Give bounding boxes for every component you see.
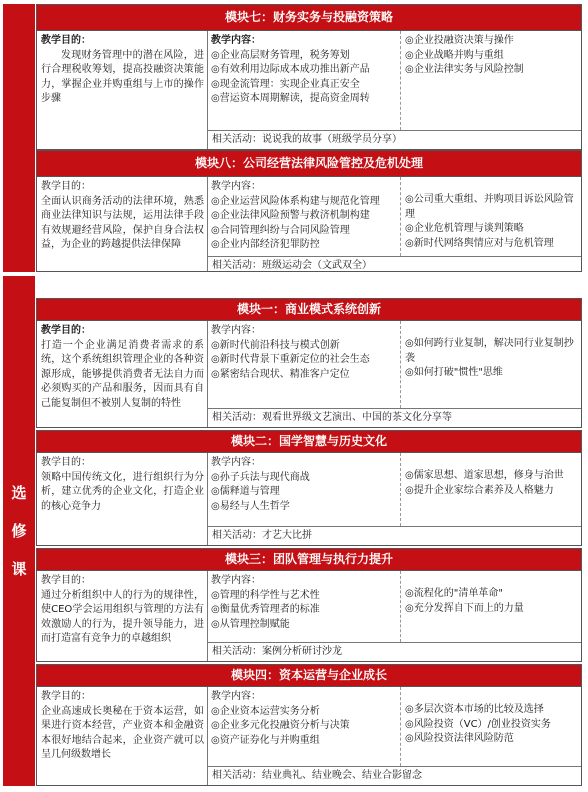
content-row — [208, 321, 581, 408]
module-4-section — [36, 664, 582, 786]
content-item: ◎从管理控制赋能 — [211, 618, 290, 630]
content-item: ◎公司重大重组、并购项目诉讼风险管理 — [405, 194, 574, 220]
teaching-content — [208, 453, 581, 545]
related-activity: 相关活动：说说我的故事（班级学员分享） — [208, 130, 581, 150]
content-label: 教学内容： — [211, 325, 261, 336]
sidebar-top — [3, 4, 35, 272]
content-item: ◎营运资本周期解读，提高资金周转 — [211, 93, 370, 104]
content-column-2 — [401, 453, 581, 526]
module-title: 模块三：团队管理与执行力提升 — [37, 549, 581, 571]
goal-text: 发现财务管理中的潜在风险，进行合理税收筹划，提高投融资决策能力，掌握企业并购重组与上市的操作步骤 — [41, 49, 204, 104]
content-label: 教学内容： — [211, 575, 261, 586]
content-item: ◎新时代网络舆情应对与危机管理 — [405, 237, 554, 249]
sidebar-char: 课 — [11, 560, 27, 578]
module-body — [37, 687, 581, 785]
content-row — [208, 571, 581, 642]
content-item: ◎新时代背景下重新定位的社会生态 — [211, 354, 370, 365]
module-body — [37, 31, 581, 149]
module-body — [37, 177, 581, 271]
content-item: ◎风险投资法律风险防范 — [405, 733, 514, 744]
teaching-goal — [37, 177, 208, 271]
goal-label: 教学目的： — [41, 35, 91, 46]
goal-text: 通过分析组织中人的行为的规律性，使CEO学会运用组织与管理的方法有效激励人的行为，提升领导能力，进而打造富有竞争力的卓越组织 — [41, 589, 204, 644]
related-activity: 相关活动：班级运动会（文武双全） — [208, 256, 581, 272]
content-item: ◎企业法律实务与风险控制 — [405, 64, 524, 75]
goal-label: 教学目的： — [41, 181, 91, 192]
content-label: 教学内容： — [211, 181, 261, 192]
content-column-1 — [208, 453, 401, 526]
content-item: ◎充分发挥自下而上的力量 — [405, 602, 524, 614]
content-row — [208, 687, 581, 766]
content-label: 教学内容： — [211, 457, 261, 468]
teaching-goal — [37, 31, 208, 149]
content-item: ◎合同管理纠纷与合同风险管理 — [211, 224, 350, 236]
content-item: ◎易经与人生哲学 — [211, 500, 290, 512]
content-item: ◎企业内部经济犯罪防控 — [211, 239, 320, 250]
content-item: ◎企业危机管理与谈判策略 — [405, 223, 524, 234]
content-item: ◎孙子兵法与现代商战 — [211, 471, 310, 483]
goal-label: 教学目的： — [41, 325, 91, 336]
teaching-content — [208, 177, 581, 271]
module-3-section — [36, 548, 582, 662]
content-column-2 — [401, 31, 581, 130]
content-item: ◎儒家思想、道家思想，修身与治世 — [405, 470, 564, 481]
goal-text: 领略中国传统文化，进行组织行为分析，建立优秀的企业文化，打造企业的核心竞争力 — [41, 471, 204, 512]
content-column-1 — [208, 687, 401, 766]
content-column-2 — [401, 571, 581, 642]
content-item: ◎企业法律风险预警与救济机制构建 — [211, 210, 370, 221]
content-column-2 — [401, 687, 581, 766]
content-item: ◎儒释道与管理 — [211, 486, 280, 497]
goal-label: 教学目的： — [41, 575, 91, 586]
sidebar-char: 修 — [11, 522, 27, 540]
content-row — [208, 177, 581, 256]
module-title: 模块二：国学智慧与历史文化 — [37, 431, 581, 453]
content-item: ◎企业高层财务管理，税务筹划 — [211, 49, 350, 61]
content-item: ◎企业多元化投融资分析与决策 — [211, 720, 350, 731]
content-item: ◎提升企业家综合素养及人格魅力 — [405, 484, 554, 496]
module-1-section — [36, 298, 582, 428]
goal-label: 教学目的： — [41, 691, 91, 702]
goal-text: 企业高速成长奥秘在于资本运营，如果进行资本经营，产业资本和金融资本很好地结合起来，企业资产就可以呈几何级数增长 — [41, 705, 204, 760]
module-8-section — [36, 150, 582, 272]
content-item: ◎企业投融资决策与操作 — [405, 35, 514, 46]
content-column-1 — [208, 321, 401, 408]
content-row — [208, 31, 581, 130]
related-activity: 相关活动：观看世界级文艺演出、中国的茶文化分享等 — [208, 408, 581, 428]
module-title: 模块八：公司经营法律风险管控及危机处理 — [37, 151, 581, 177]
related-activity: 相关活动：结业典礼、结业晚会、结业合影留念 — [208, 766, 581, 786]
module-title: 模块七：财务实务与投融资策略 — [37, 5, 581, 31]
related-activity: 相关活动：案例分析研讨沙龙 — [208, 642, 581, 662]
content-column-1 — [208, 571, 401, 642]
content-row — [208, 453, 581, 526]
teaching-goal — [37, 321, 208, 427]
teaching-content — [208, 571, 581, 661]
content-item: ◎企业运营风险体系构建与规范化管理 — [211, 195, 380, 207]
module-7-section — [36, 4, 582, 150]
content-item: ◎如何跨行业复制，解决同行业复制抄袭 — [405, 338, 574, 364]
teaching-goal — [37, 453, 208, 545]
content-item: ◎紧密结合现状、精准客户定位 — [211, 368, 350, 380]
goal-label: 教学目的： — [41, 457, 91, 468]
content-item: ◎新时代前沿科技与模式创新 — [211, 339, 340, 351]
content-item: ◎企业资本运营实务分析 — [211, 705, 320, 717]
module-body — [37, 321, 581, 427]
teaching-content — [208, 687, 581, 785]
content-label: 教学内容： — [211, 691, 261, 702]
teaching-content — [208, 31, 581, 149]
content-item: ◎现金流管理：实现企业真正安全 — [211, 78, 360, 90]
related-activity: 相关活动：才艺大比拼 — [208, 526, 581, 546]
teaching-goal — [37, 571, 208, 661]
sidebar-char: 选 — [11, 484, 27, 502]
content-item: ◎流程化的"清单革命" — [405, 588, 503, 599]
content-item: ◎资产证券化与并购重组 — [211, 734, 320, 746]
goal-text: 全面认识商务活动的法律环境，熟悉商业法律知识与法规，运用法律手段有效规避经营风险，保护自身合法权益，为企业的跨越提供法律保障 — [41, 195, 204, 250]
content-item: ◎企业战略并购与重组 — [405, 49, 504, 61]
content-item: ◎管理的科学性与艺术性 — [211, 589, 320, 601]
content-column-2 — [401, 321, 581, 408]
teaching-content — [208, 321, 581, 427]
content-label: 教学内容： — [211, 35, 261, 46]
content-item: ◎风险投资（VC）/创业投资实务 — [405, 718, 551, 730]
goal-text: 打造一个企业满足消费者需求的系统，这个系统组织管理企业的各种资源形成，能够提供消费者无法自力而必须购买的产品和服务，因而具有自己能复制但不被别人复制的特性 — [41, 339, 204, 409]
sidebar-electives — [3, 276, 35, 786]
content-column-1 — [208, 177, 401, 256]
content-item: ◎衡量优秀管理者的标准 — [211, 604, 320, 615]
content-column-2 — [401, 177, 581, 256]
module-title: 模块四：资本运营与企业成长 — [37, 665, 581, 687]
content-item: ◎有效利用边际成本成功推出新产品 — [211, 64, 370, 75]
content-item: ◎多层次资本市场的比较及选择 — [405, 704, 544, 715]
module-body — [37, 571, 581, 661]
content-item: ◎如何打破"惯性"思维 — [405, 367, 503, 378]
module-2-section — [36, 430, 582, 546]
content-column-1 — [208, 31, 401, 130]
module-title: 模块一：商业模式系统创新 — [37, 299, 581, 321]
module-body — [37, 453, 581, 545]
teaching-goal — [37, 687, 208, 785]
